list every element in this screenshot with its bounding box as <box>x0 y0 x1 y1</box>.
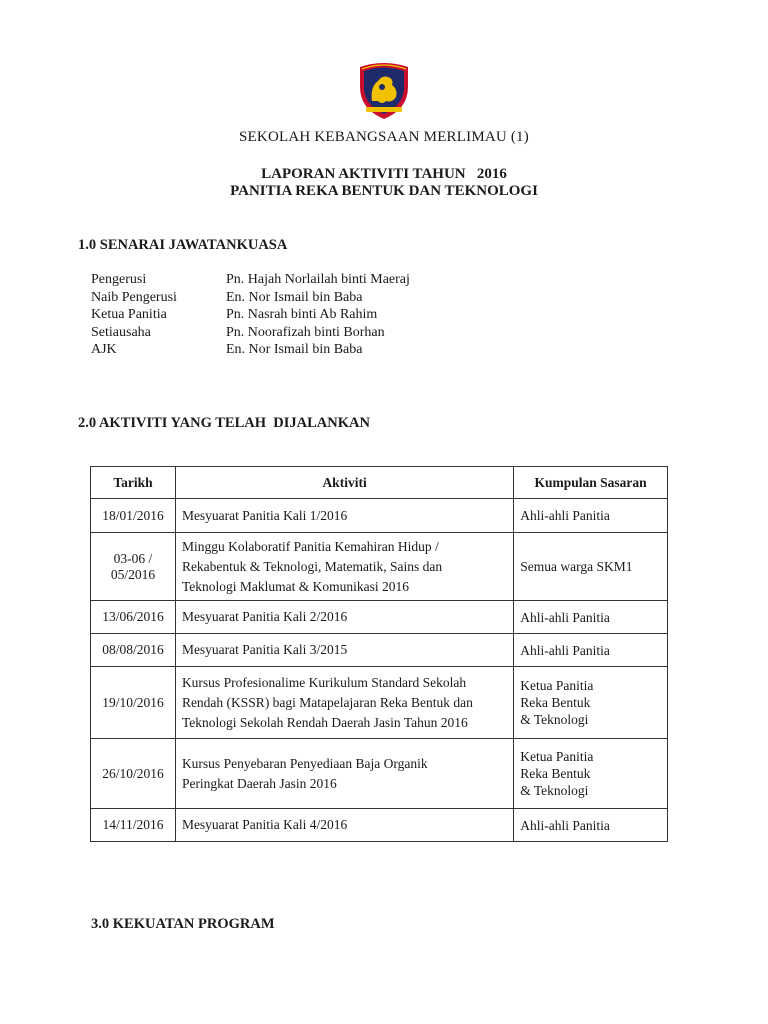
cell-activity-line: Teknologi Sekolah Rendah Daerah Jasin Tahun 2016 <box>181 714 468 730</box>
committee-member-name: Pn. Nasrah binti Ab Rahim <box>226 307 378 322</box>
table-row <box>91 601 668 634</box>
committee-role: Pengerusi <box>91 272 147 287</box>
cell-target-group-line: Semua warga SKM1 <box>520 559 633 574</box>
cell-activity <box>175 739 513 809</box>
section-1-heading: 1.0 SENARAI JAWATANKUASA <box>78 237 288 253</box>
cell-target-group-line: Reka Bentuk <box>520 766 591 781</box>
cell-activity <box>175 634 513 667</box>
cell-target-group-line: Ahli-ahli Panitia <box>520 642 610 658</box>
cell-activity-line: Mesyuarat Panitia Kali 1/2016 <box>181 507 348 523</box>
cell-target-group-line: & Teknologi <box>520 783 589 798</box>
cell-target-group-line: Ketua Panitia <box>520 749 594 764</box>
cell-date <box>91 739 176 809</box>
cell-activity-line: Mesyuarat Panitia Kali 2/2016 <box>181 609 348 624</box>
cell-activity-line: Mesyuarat Panitia Kali 3/2015 <box>181 642 348 657</box>
cell-activity-line: Mesyuarat Panitia Kali 4/2016 <box>181 817 348 832</box>
cell-activity-line: Rendah (KSSR) bagi Matapelajaran Reka Bentuk dan <box>181 694 473 710</box>
cell-date <box>91 499 176 533</box>
committee-row <box>91 341 410 359</box>
cell-activity-line: Minggu Kolaboratif Panitia Kemahiran Hidup / <box>181 538 439 554</box>
school-crest-logo <box>352 57 416 121</box>
committee-member-name: Pn. Noorafizah binti Borhan <box>226 324 385 340</box>
report-title <box>0 166 768 200</box>
committee-row <box>91 289 410 307</box>
committee-role: Ketua Panitia <box>91 307 167 322</box>
report-title-line-1: LAPORAN AKTIVITI TAHUN 2016 <box>261 166 507 182</box>
cell-target-group-line: Ahli-ahli Panitia <box>520 817 610 833</box>
cell-date-line: 05/2016 <box>110 566 156 582</box>
cell-date <box>91 634 176 667</box>
cell-date-line: 19/10/2016 <box>102 694 164 710</box>
column-header-target-group: Kumpulan Sasaran <box>514 467 668 499</box>
cell-date-line: 13/06/2016 <box>102 609 164 624</box>
cell-activity <box>175 601 513 634</box>
committee-member-name: En. Nor Ismail bin Baba <box>226 342 363 357</box>
cell-target-group-line: & Teknologi <box>520 712 589 727</box>
report-title-line-2: PANITIA REKA BENTUK DAN TEKNOLOGI <box>230 183 538 199</box>
cell-activity-line: Peringkat Daerah Jasin 2016 <box>181 775 337 791</box>
table-row <box>91 634 668 667</box>
cell-target-group <box>514 809 668 842</box>
cell-activity-line: Kursus Profesionalime Kurikulum Standard Sekolah <box>181 674 467 690</box>
cell-date <box>91 667 176 739</box>
cell-target-group-line: Ketua Panitia <box>520 678 594 693</box>
committee-row <box>91 324 410 342</box>
cell-target-group <box>514 739 668 809</box>
activities-table <box>90 466 668 842</box>
cell-date <box>91 533 176 601</box>
committee-list <box>91 271 410 359</box>
cell-target-group <box>514 667 668 739</box>
cell-date-line: 26/10/2016 <box>102 765 164 781</box>
column-header-activity: Aktiviti <box>175 467 513 499</box>
committee-member-name: Pn. Hajah Norlailah binti Maeraj <box>226 272 410 287</box>
school-name: SEKOLAH KEBANGSAAN MERLIMAU (1) <box>239 129 529 145</box>
cell-date-line: 08/08/2016 <box>102 642 164 657</box>
committee-member-name: En. Nor Ismail bin Baba <box>226 289 363 305</box>
cell-date <box>91 809 176 842</box>
table-header-row <box>91 467 668 499</box>
section-2-heading: 2.0 AKTIVITI YANG TELAH DIJALANKAN <box>78 415 370 431</box>
committee-role: Naib Pengerusi <box>91 289 177 305</box>
committee-role: Setiausaha <box>91 324 151 340</box>
table-row <box>91 739 668 809</box>
cell-date-line: 14/11/2016 <box>102 817 164 832</box>
cell-activity-line: Rekabentuk & Teknologi, Matematik, Sains dan <box>181 558 443 574</box>
section-3-heading: 3.0 KEKUATAN PROGRAM <box>91 916 275 932</box>
column-header-date: Tarikh <box>91 467 176 499</box>
committee-row <box>91 306 410 324</box>
table-row <box>91 499 668 533</box>
cell-activity <box>175 667 513 739</box>
cell-target-group <box>514 499 668 533</box>
committee-role: AJK <box>91 342 117 357</box>
cell-activity-line: Teknologi Maklumat & Komunikasi 2016 <box>181 578 409 594</box>
cell-target-group-line: Ahli-ahli Panitia <box>520 508 610 523</box>
cell-activity <box>175 809 513 842</box>
cell-date <box>91 601 176 634</box>
cell-target-group <box>514 533 668 601</box>
cell-activity <box>175 533 513 601</box>
cell-date-line: 18/01/2016 <box>102 507 164 523</box>
cell-date-line: 03-06 / <box>113 550 153 566</box>
cell-target-group-line: Ahli-ahli Panitia <box>520 609 610 625</box>
cell-target-group <box>514 601 668 634</box>
cell-activity-line: Kursus Penyebaran Penyediaan Baja Organik <box>181 755 428 771</box>
cell-activity <box>175 499 513 533</box>
table-row <box>91 809 668 842</box>
cell-target-group-line: Reka Bentuk <box>520 695 591 710</box>
cell-target-group <box>514 634 668 667</box>
committee-row <box>91 271 410 289</box>
table-row <box>91 667 668 739</box>
table-row <box>91 533 668 601</box>
